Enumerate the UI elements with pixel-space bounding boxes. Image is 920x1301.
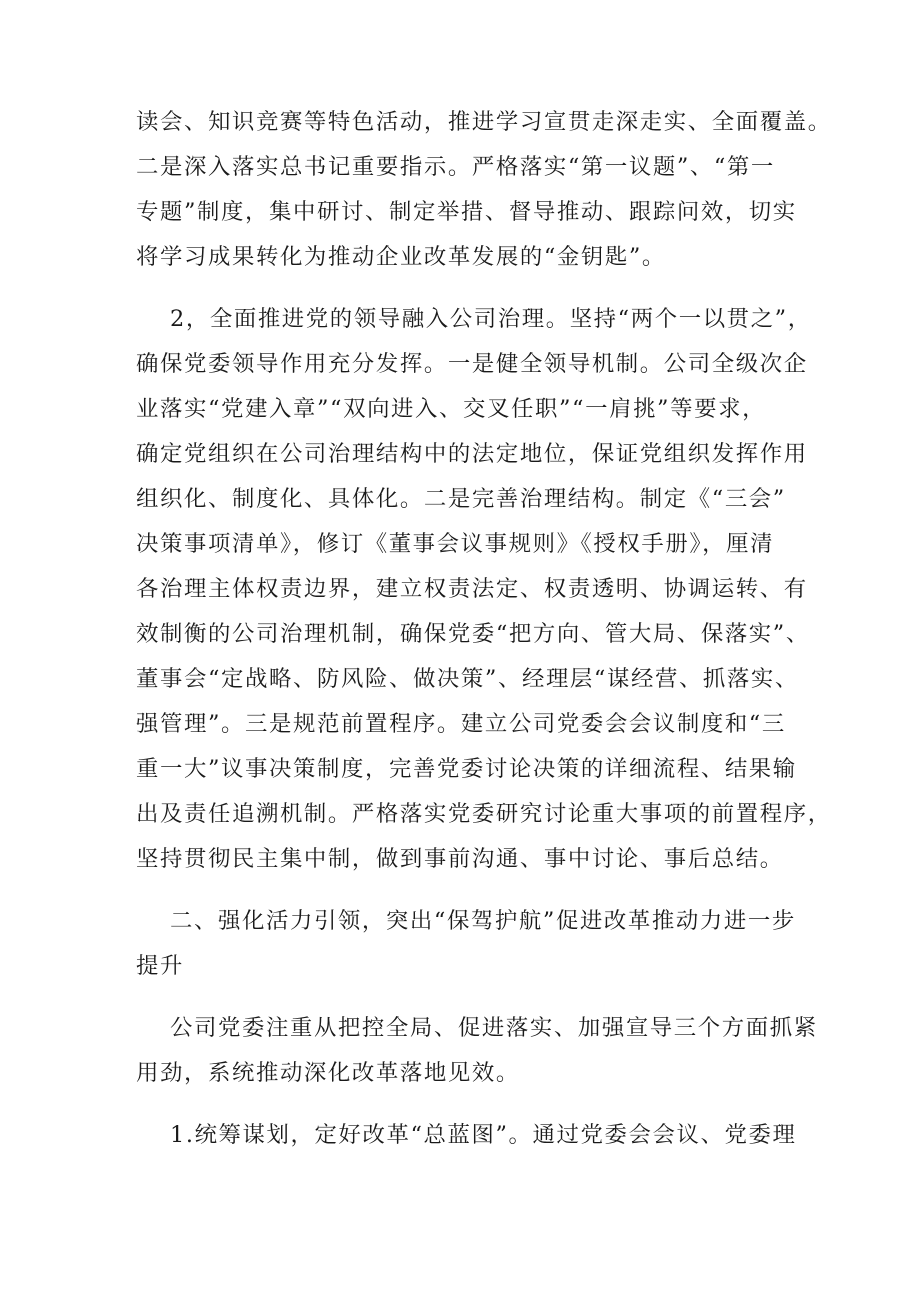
text-line: 出及责任追溯机制。严格落实党委研究讨论重大事项的前置程序， <box>136 801 832 827</box>
text-line: 用劲，系统推动深化改革落地见效。 <box>136 1060 520 1086</box>
text-line: 强管理”。三是规范前置程序。建立公司党委会会议制度和“三 <box>136 711 786 737</box>
document-body <box>136 100 832 1175</box>
section-heading <box>136 899 796 989</box>
text-line: 二是深入落实总书记重要指示。严格落实“第一议题”、“第一 <box>136 154 775 180</box>
text-line: 公司党委注重从把控全局、促进落实、加强宣导三个方面抓紧 <box>170 1015 818 1041</box>
text-line: 组织化、制度化、具体化。二是完善治理结构。制定《“三会” <box>136 486 786 512</box>
text-line: 确保党委领导作用充分发挥。一是健全领导机制。公司全级次企 <box>136 351 808 377</box>
text-line: 提升 <box>136 953 184 979</box>
text-line: 读会、知识竞赛等特色活动，推进学习宣贯走深走实、全面覆盖。 <box>136 109 832 135</box>
text-line: 董事会“定战略、防风险、做决策”、经理层“谋经营、抓落实、 <box>136 666 799 692</box>
text-line: 业落实“党建入章”“双向进入、交叉任职”“一肩挑”等要求， <box>136 396 767 422</box>
text-line: 专题”制度，集中研讨、制定举措、督导推动、跟踪问效，切实 <box>136 199 797 225</box>
paragraph-continuation <box>136 100 832 280</box>
paragraph-item-1 <box>136 1113 797 1158</box>
text-line: 确定党组织在公司治理结构中的法定地位，保证党组织发挥作用 <box>136 441 808 467</box>
paragraph-section-2 <box>136 297 832 882</box>
text-line: 2，全面推进党的领导融入公司治理。坚持“两个一以贯之”， <box>170 306 812 332</box>
text-line: 重一大”议事决策制度，完善党委讨论决策的详细流程、结果输 <box>136 756 797 782</box>
paragraph-intro <box>136 1006 818 1096</box>
text-line: 将学习成果转化为推动企业改革发展的“金钥匙”。 <box>136 244 666 270</box>
text-line: 1.统筹谋划，定好改革“总蓝图”。通过党委会会议、党委理 <box>170 1122 797 1148</box>
text-line: 二、强化活力引领，突出“保驾护航”促进改革推动力进一步 <box>170 908 796 934</box>
text-line: 决策事项清单》，修订《董事会议事规则》《授权手册》，厘清 <box>136 531 775 557</box>
text-line: 各治理主体权责边界，建立权责法定、权责透明、协调运转、有 <box>136 576 808 602</box>
text-line: 效制衡的公司治理机制，确保党委“把方向、管大局、保落实”、 <box>136 621 810 647</box>
text-line: 坚持贯彻民主集中制，做到事前沟通、事中讨论、事后总结。 <box>136 846 784 872</box>
